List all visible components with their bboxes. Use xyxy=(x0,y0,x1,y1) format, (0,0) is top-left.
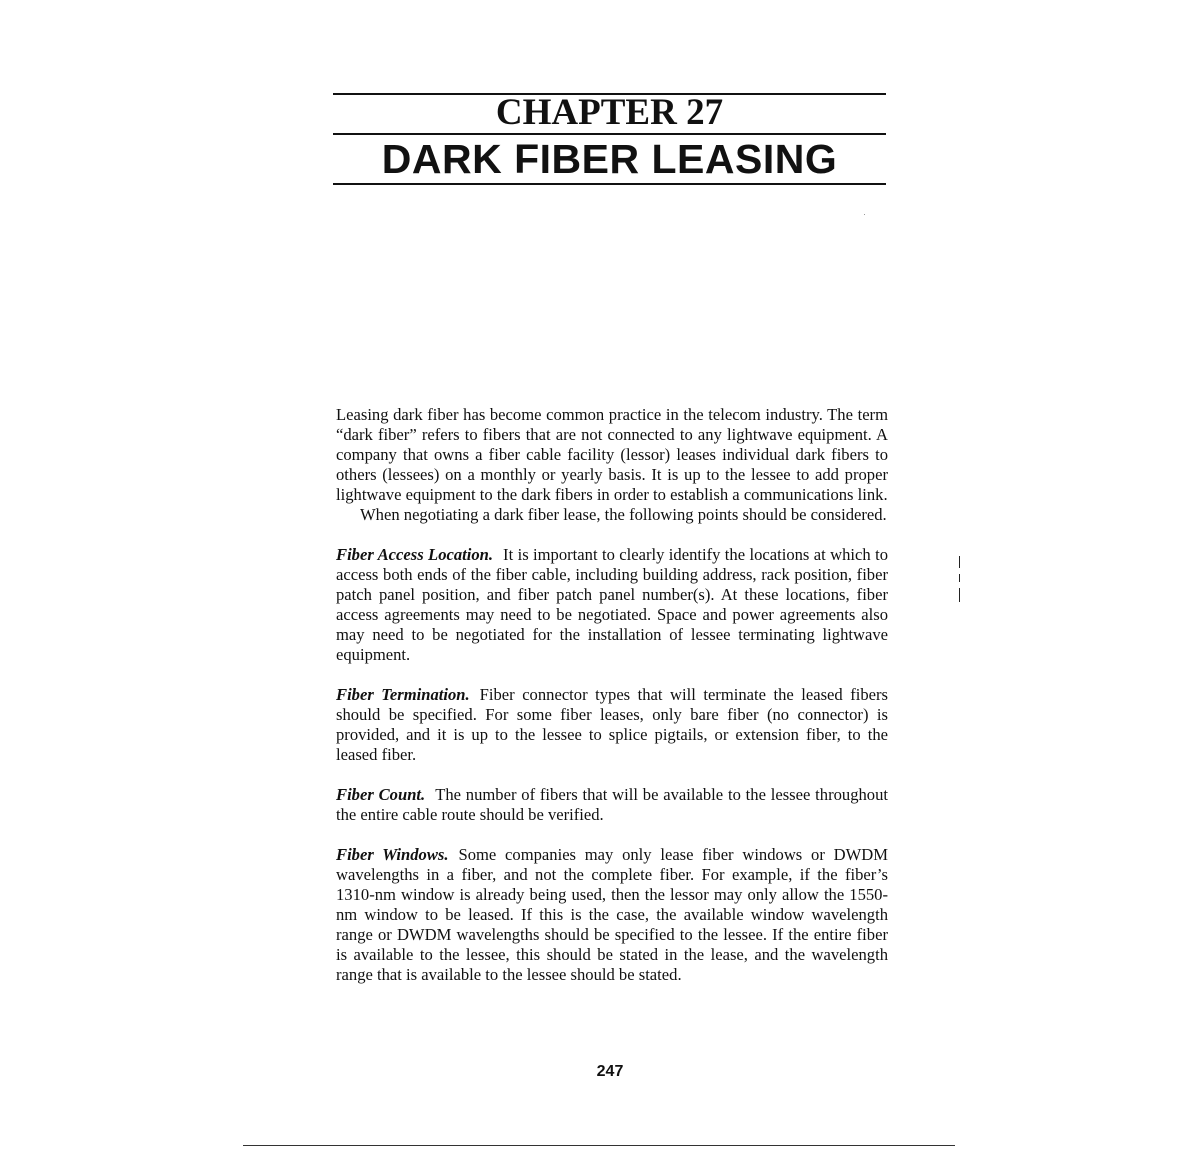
change-bar xyxy=(959,574,960,582)
section-heading: Fiber Count. xyxy=(336,785,426,804)
change-bar xyxy=(959,588,960,602)
section-fiber-termination xyxy=(336,685,888,765)
header-rule-bottom xyxy=(333,183,886,185)
section-text: It is important to clearly identify the locations at which to access both ends of the fiber cable, including building address, rack position, fiber patch panel position, and fiber patch panel number(s). At these locations, fiber access agreements may need to be negotiated. Space and power agreements also may need to be negotiated for the installation of lessee terminating lightwave equipment. xyxy=(336,545,889,664)
page-bottom-edge xyxy=(243,1145,955,1146)
chapter-number: CHAPTER 27 xyxy=(495,92,724,133)
intro-paragraph: Leasing dark fiber has become common practice in the telecom industry. The term “dark fiber” refers to fibers that are not connected to any lightwave equipment. A company that owns a fiber cable facility (lessor) leases individual dark fibers to others (lessees) on a monthly or yearly basis. It is up to the lessee to add proper lightwave equipment to the dark fibers in order to establish a communications link. xyxy=(336,405,888,504)
scan-speck xyxy=(864,214,865,215)
section-fiber-windows xyxy=(336,845,888,985)
section-heading: Fiber Termination. xyxy=(336,685,470,704)
change-bar xyxy=(959,556,960,568)
section-fiber-count xyxy=(336,785,888,825)
section-fiber-access-location xyxy=(336,545,888,665)
section-heading: Fiber Access Location. xyxy=(336,545,494,564)
chapter-body xyxy=(336,405,888,985)
second-paragraph: When negotiating a dark fiber lease, the following points should be considered. xyxy=(360,505,887,524)
section-text: Fiber connector types that will terminate the leased fibers should be specified. For some fiber leases, only bare fiber (no connector) is provided, and it is up to the lessee to splice pigtails, or extension fiber, to the leased fiber. xyxy=(336,685,888,764)
section-heading: Fiber Windows. xyxy=(336,845,449,864)
chapter-title: DARK FIBER LEASING xyxy=(381,136,838,182)
section-text: The number of fibers that will be available to the lessee throughout the entire cable route should be verified. xyxy=(336,785,888,824)
section-text: Some companies may only lease fiber windows or DWDM wavelengths in a fiber, and not the complete fiber. For example, if the fiber’s 1310-nm window is already being used, then the lessor may only allow the 1550-nm window to be leased. If this is the case, the available window wavelength range or DWDM wavelengths should be specified to the lessee. If the entire fiber is available to the lessee, this should be stated in the lease, and the wavelength range that is available to the lessee should be stated. xyxy=(336,845,888,984)
page-number: 247 xyxy=(596,1063,624,1080)
